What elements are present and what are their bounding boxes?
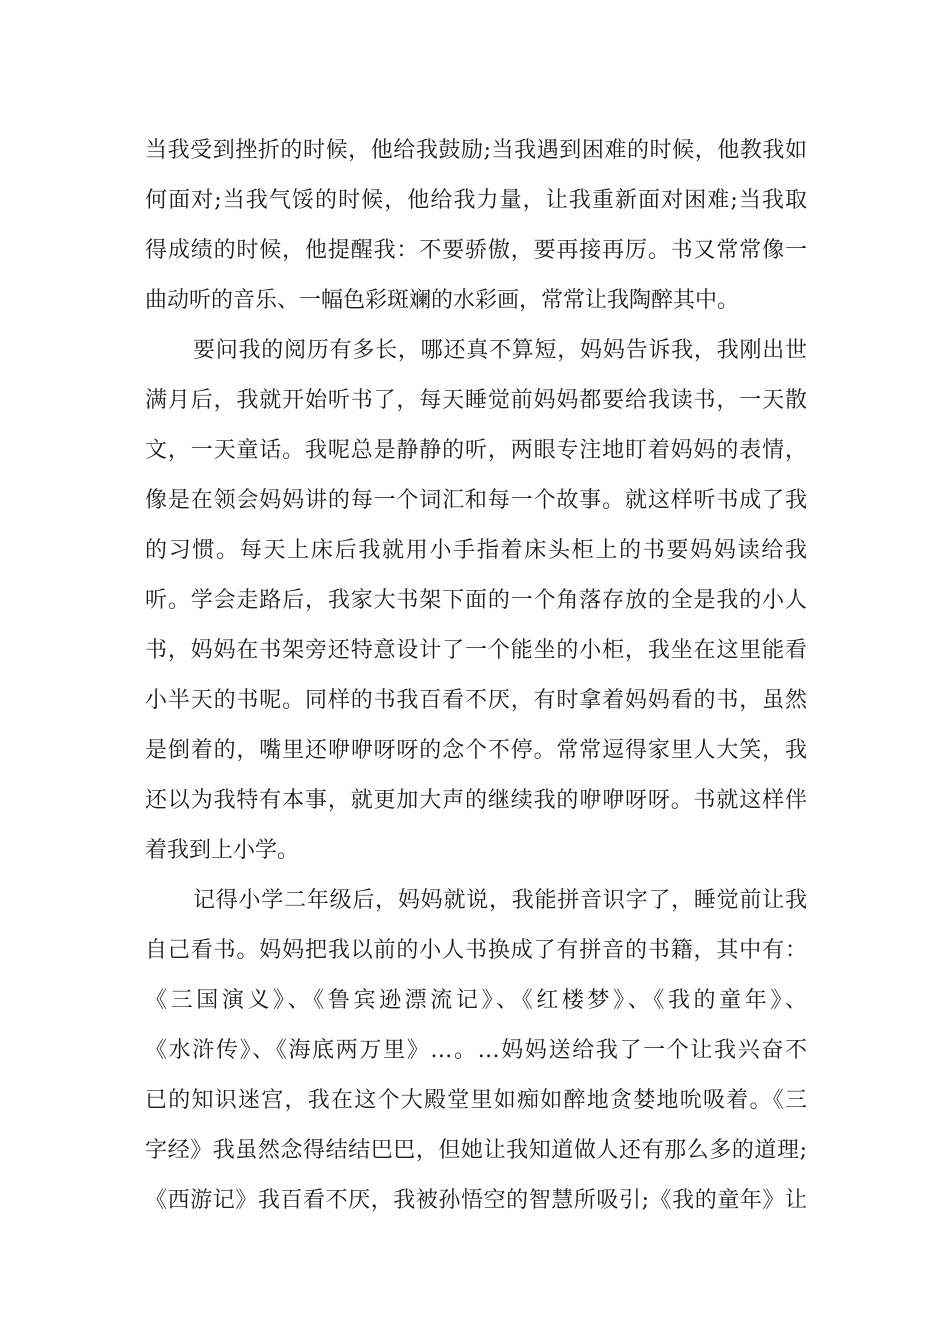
text-line-5: 要问我的阅历有多长，哪还真不算短，妈妈告诉我，我刚出世 xyxy=(193,338,807,363)
text-line-14: 还以为我特有本事，就更加大声的继续我的咿咿呀呀。书就这样伴 xyxy=(145,788,807,813)
text-line-18: 《三国演义》、《鲁宾逊漂流记》、《红楼梦》、《我的童年》、 xyxy=(145,988,807,1013)
text-line-6: 满月后，我就开始听书了，每天睡觉前妈妈都要给我读书，一天散 xyxy=(145,388,807,413)
text-line-17: 自己看书。妈妈把我以前的小人书换成了有拼音的书籍，其中有： xyxy=(145,938,807,963)
text-line-12: 小半天的书呢。同样的书我百看不厌，有时拿着妈妈看的书，虽然 xyxy=(145,688,807,713)
text-line-9: 的习惯。每天上床后我就用小手指着床头柜上的书要妈妈读给我 xyxy=(145,538,807,563)
text-line-19: 《水浒传》、《海底两万里》…。…妈妈送给我了一个让我兴奋不 xyxy=(145,1038,807,1063)
text-line-20: 已的知识迷宫，我在这个大殿堂里如痴如醉地贪婪地吮吸着。《三 xyxy=(145,1088,807,1113)
text-line-4: 曲动听的音乐、一幅色彩斑斓的水彩画，常常让我陶醉其中。 xyxy=(145,288,740,313)
text-line-1: 当我受到挫折的时候，他给我鼓励;当我遇到困难的时候，他教我如 xyxy=(145,138,807,163)
text-line-21: 字经》我虽然念得结结巴巴，但她让我知道做人还有那么多的道理; xyxy=(145,1138,807,1163)
text-line-2: 何面对;当我气馁的时候，他给我力量，让我重新面对困难;当我取 xyxy=(145,188,807,213)
text-line-8: 像是在领会妈妈讲的每一个词汇和每一个故事。就这样听书成了我 xyxy=(145,488,807,513)
text-line-7: 文，一天童话。我呢总是静静的听，两眼专注地盯着妈妈的表情， xyxy=(145,438,807,463)
text-line-13: 是倒着的，嘴里还咿咿呀呀的念个不停。常常逗得家里人大笑，我 xyxy=(145,738,807,763)
text-line-22: 《西游记》我百看不厌，我被孙悟空的智慧所吸引;《我的童年》让 xyxy=(145,1188,807,1213)
text-line-10: 听。学会走路后，我家大书架下面的一个角落存放的全是我的小人 xyxy=(145,588,807,613)
text-line-11: 书，妈妈在书架旁还特意设计了一个能坐的小柜，我坐在这里能看 xyxy=(145,638,807,663)
text-line-3: 得成绩的时候，他提醒我：不要骄傲，要再接再厉。书又常常像一 xyxy=(145,238,807,263)
text-line-15: 着我到上小学。 xyxy=(145,838,300,863)
text-line-16: 记得小学二年级后，妈妈就说，我能拼音识字了，睡觉前让我 xyxy=(193,888,807,913)
